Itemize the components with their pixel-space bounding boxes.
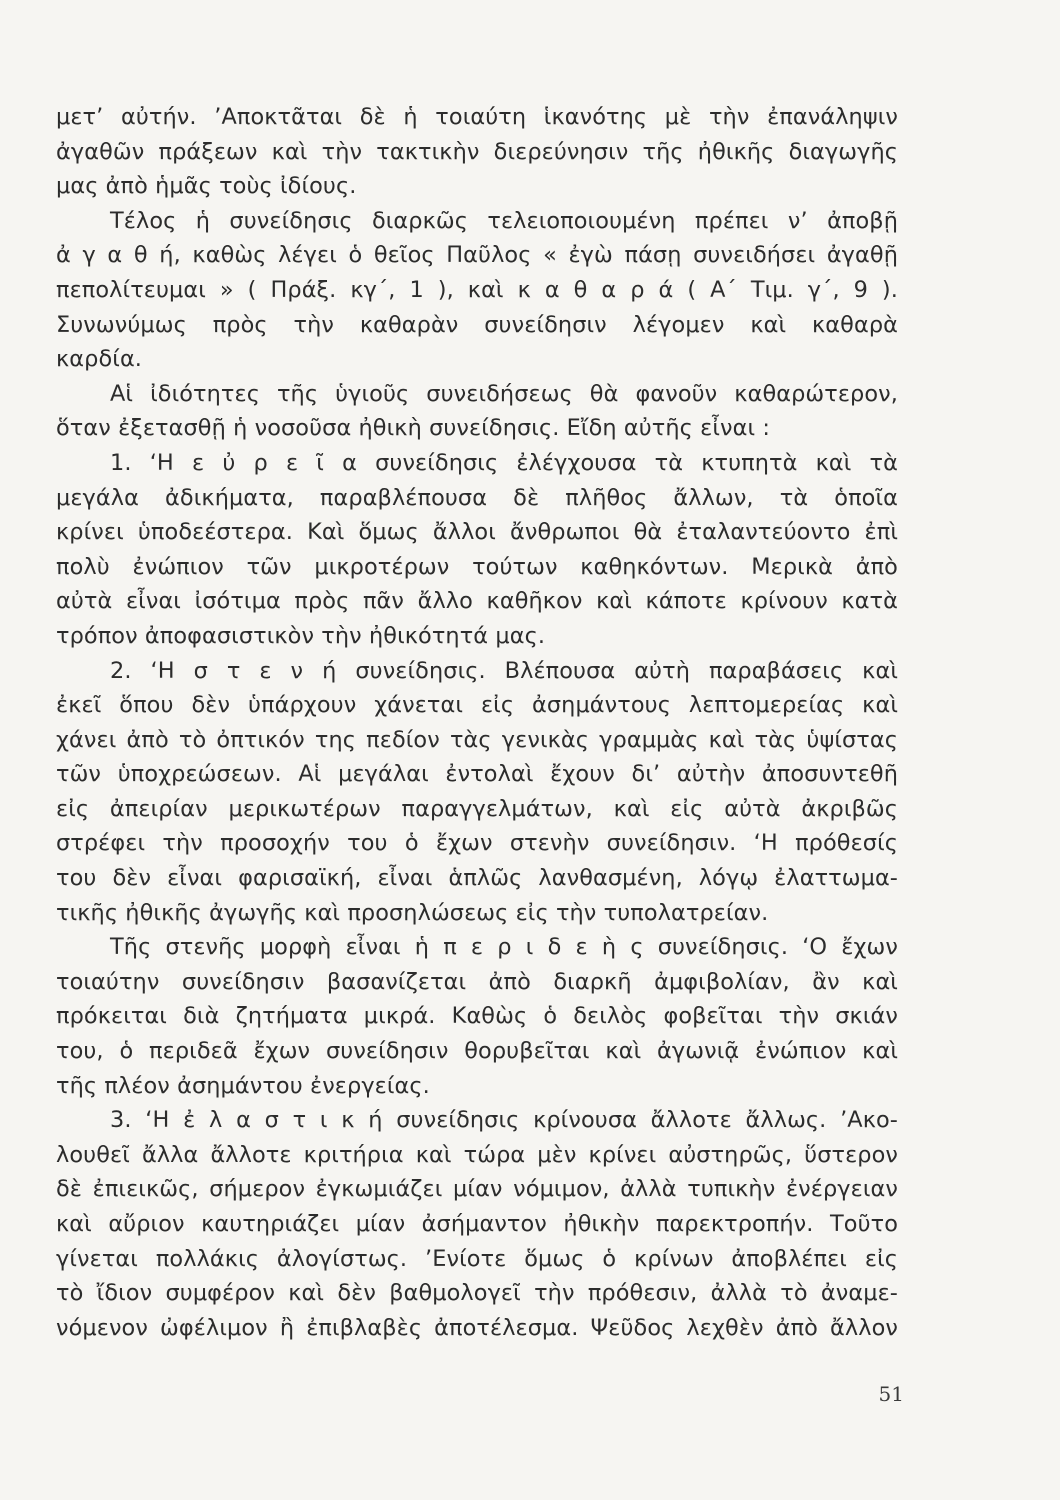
text-line: αὐτὰ εἶναι ἰσότιμα πρὸς πᾶν ἄλλο καθῆκον καὶ κάποτε κρίνουν κατὰ	[56, 588, 898, 615]
text-line: ὅταν ἐξετασθῇ ἡ νοσοῦσα ἠθικὴ συνείδησις. Εἴδη αὐτῆς εἶναι :	[56, 415, 771, 442]
text-line: Αἱ ἰδιότητες τῆς ὑγιοῦς συνειδήσεως θὰ φανοῦν καθαρώτερον,	[110, 380, 898, 407]
text-line: 3. ‘Η ἐ λ α σ τ ι κ ή συνείδησις κρίνουσα ἄλλοτε ἄλλως. ’Ακο-	[110, 1107, 898, 1134]
text-line: τικῆς ἠθικῆς ἀγωγῆς καὶ προσηλώσεως εἰς τὴν τυπολατρείαν.	[56, 899, 769, 926]
text-line: Τῆς στενῆς μορφὴ εἶναι ἡ π ε ρ ι δ ε ὴ ς συνείδησις. ‘Ο ἔχων	[110, 934, 898, 961]
text-line: κρίνει ὑποδεέστερα. Καὶ ὅμως ἄλλοι ἄνθρωποι θὰ ἐταλαντεύοντο ἐπὶ	[56, 519, 898, 546]
text-line: εἰς ἀπειρίαν μερικωτέρων παραγγελμάτων, καὶ εἰς αὐτὰ ἀκριβῶς	[56, 795, 898, 822]
text-line: ἀ γ α θ ή, καθὼς λέγει ὁ θεῖος Παῦλος « ἐγὼ πάσῃ συνειδήσει ἀγαθῇ	[56, 242, 898, 269]
text-line: γίνεται πολλάκις ἀλογίστως. ’Ενίοτε ὅμως ὁ κρίνων ἀποβλέπει εἰς	[56, 1245, 898, 1272]
text-line: 2. ‘Η σ τ ε ν ή συνείδησις. Βλέπουσα αὐτὴ παραβάσεις καὶ	[110, 657, 898, 684]
text-line: μετ’ αὐτήν. ’Αποκτᾶται δὲ ἡ τοιαύτη ἱκανότης μὲ τὴν ἐπανάληψιν	[56, 104, 898, 130]
text-line: μας ἀπὸ ἡμᾶς τοὺς ἰδίους.	[56, 173, 357, 200]
body-text	[56, 100, 898, 1345]
text-line: χάνει ἀπὸ τὸ ὀπτικόν της πεδίον τὰς γενικὰς γραμμὰς καὶ τὰς ὑψίστας	[56, 726, 898, 753]
text-line: μεγάλα ἀδικήματα, παραβλέπουσα δὲ πλῆθος ἄλλων, τὰ ὁποῖα	[56, 484, 898, 511]
text-line: πεπολίτευμαι » ( Πράξ. κγ΄, 1 ), καὶ κ α θ α ρ ά ( Α΄ Τιμ. γ΄, 9 ).	[56, 276, 898, 303]
text-line: τὸ ἴδιον συμφέρον καὶ δὲν βαθμολογεῖ τὴν πρόθεσιν, ἀλλὰ τὸ ἀναμε-	[56, 1280, 898, 1307]
text-line: του, ὁ περιδεᾶ ἔχων συνείδησιν θορυβεῖται καὶ ἀγωνιᾷ ἐνώπιον καὶ	[56, 1038, 898, 1065]
text-line: δὲ ἐπιεικῶς, σήμερον ἐγκωμιάζει μίαν νόμιμον, ἀλλὰ τυπικὴν ἐνέργειαν	[56, 1176, 898, 1203]
text-line: πρόκειται διὰ ζητήματα μικρά. Καθὼς ὁ δειλὸς φοβεῖται τὴν σκιάν	[56, 1003, 898, 1030]
text-line: στρέφει τὴν προσοχήν του ὁ ἔχων στενὴν συνείδησιν. ‘Η πρόθεσίς	[56, 830, 898, 857]
text-line: λουθεῖ ἄλλα ἄλλοτε κριτήρια καὶ τώρα μὲν κρίνει αὐστηρῶς, ὕστερον	[56, 1141, 898, 1168]
text-line: καὶ αὔριον καυτηριάζει μίαν ἀσήμαντον ἠθικὴν παρεκτροπήν. Τοῦτο	[56, 1211, 898, 1237]
text-line: πολὺ ἐνώπιον τῶν μικροτέρων τούτων καθηκόντων. Μερικὰ ἀπὸ	[56, 553, 898, 580]
text-line: ἐκεῖ ὅπου δὲν ὑπάρχουν χάνεται εἰς ἀσημάντους λεπτομερείας καὶ	[56, 692, 898, 719]
text-line: νόμενον ὠφέλιμον ἢ ἐπιβλαβὲς ἀποτέλεσμα. Ψεῦδος λεχθὲν ἀπὸ ἄλλον	[56, 1314, 898, 1341]
text-line: τῆς πλέον ἀσημάντου ἐνεργείας.	[56, 1072, 430, 1099]
text-line: τρόπον ἀποφασιστικὸν τὴν ἠθικότητά μας.	[56, 622, 546, 649]
text-line: τοιαύτην συνείδησιν βασανίζεται ἀπὸ διαρκῆ ἀμφιβολίαν, ἂν καὶ	[56, 968, 898, 995]
text-line: τῶν ὑποχρεώσεων. Αἱ μεγάλαι ἐντολαὶ ἔχουν δι’ αὐτὴν ἀποσυντεθῆ	[56, 761, 898, 788]
text-line: ἀγαθῶν πράξεων καὶ τὴν τακτικὴν διερεύνησιν τῆς ἠθικῆς διαγωγῆς	[56, 138, 898, 165]
text-line: Τέλος ἡ συνείδησις διαρκῶς τελειοποιουμένη πρέπει ν’ ἀποβῇ	[110, 207, 898, 234]
text-line: 1. ‘Η ε ὐ ρ ε ῖ α συνείδησις ἐλέγχουσα τὰ κτυπητὰ καὶ τὰ	[110, 449, 898, 476]
text-line: του δὲν εἶναι φαρισαϊκή, εἶναι ἁπλῶς λανθασμένη, λόγῳ ἐλαττωμα-	[56, 865, 898, 892]
text-line: Συνωνύμως πρὸς τὴν καθαρὰν συνείδησιν λέγομεν καὶ καθαρὰ	[56, 311, 898, 338]
page-number: 51	[878, 1382, 904, 1406]
text-line: καρδία.	[56, 346, 143, 373]
